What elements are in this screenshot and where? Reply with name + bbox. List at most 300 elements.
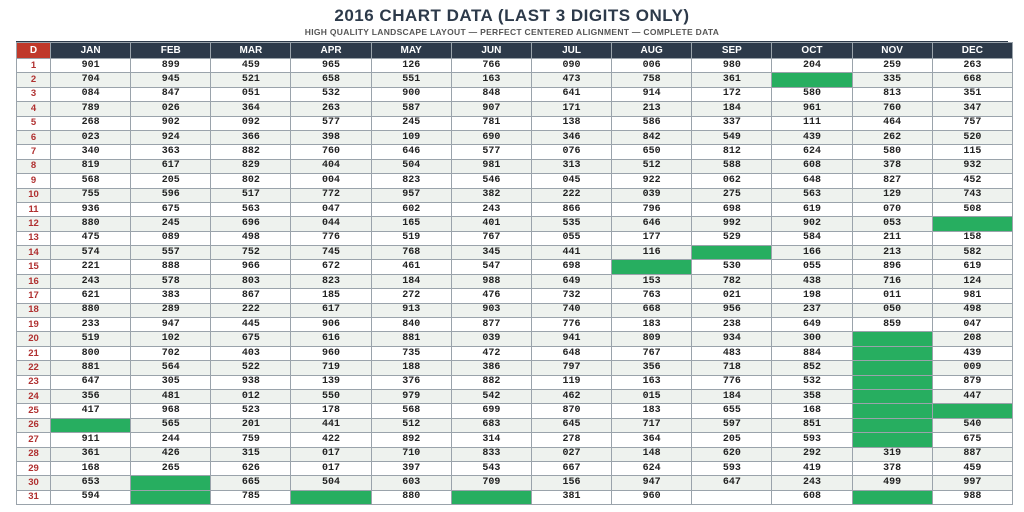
- value-cell: 213: [612, 102, 692, 116]
- value-cell: 543: [451, 461, 531, 475]
- value-cell: 658: [291, 73, 371, 87]
- month-header-nov: NOV: [852, 43, 932, 59]
- value-cell: 519: [51, 332, 131, 346]
- day-cell: 14: [17, 246, 51, 260]
- value-cell: 084: [51, 87, 131, 101]
- value-cell: 364: [211, 102, 291, 116]
- value-cell: 881: [51, 361, 131, 375]
- value-cell: 165: [371, 217, 451, 231]
- value-cell: 735: [371, 346, 451, 360]
- value-cell: 650: [612, 145, 692, 159]
- value-cell: 512: [612, 159, 692, 173]
- value-cell: 378: [852, 461, 932, 475]
- value-cell: 702: [131, 346, 211, 360]
- table-row: [17, 361, 1013, 375]
- month-header-feb: FEB: [131, 43, 211, 59]
- value-cell: 988: [451, 274, 531, 288]
- value-cell: 361: [51, 447, 131, 461]
- value-cell: 504: [291, 476, 371, 490]
- value-cell: 292: [772, 447, 852, 461]
- value-cell: 109: [371, 130, 451, 144]
- value-cell: 621: [51, 289, 131, 303]
- value-cell: 361: [692, 73, 772, 87]
- value-cell: 763: [612, 289, 692, 303]
- month-header-apr: APR: [291, 43, 371, 59]
- value-cell: 358: [772, 389, 852, 403]
- value-cell: 743: [932, 188, 1012, 202]
- table-row: [17, 145, 1013, 159]
- table-row: [17, 318, 1013, 332]
- value-cell: 732: [531, 289, 611, 303]
- value-cell: 116: [612, 246, 692, 260]
- day-column-header: D: [17, 43, 51, 59]
- value-cell: 184: [692, 102, 772, 116]
- value-cell: 584: [772, 231, 852, 245]
- value-cell: 960: [612, 490, 692, 504]
- value-cell: 776: [291, 231, 371, 245]
- value-cell: 345: [451, 246, 531, 260]
- value-cell: 767: [612, 346, 692, 360]
- value-cell: 275: [692, 188, 772, 202]
- value-cell: 472: [451, 346, 531, 360]
- value-cell: 263: [291, 102, 371, 116]
- value-cell: 907: [451, 102, 531, 116]
- value-cell: 520: [932, 130, 1012, 144]
- value-cell: 683: [451, 418, 531, 432]
- table-row: [17, 116, 1013, 130]
- day-cell: 1: [17, 59, 51, 73]
- table-row: [17, 332, 1013, 346]
- value-cell: 337: [692, 116, 772, 130]
- value-cell: 580: [852, 145, 932, 159]
- value-cell: 438: [772, 274, 852, 288]
- value-cell: 439: [772, 130, 852, 144]
- value-cell: 126: [371, 59, 451, 73]
- value-cell: 776: [531, 318, 611, 332]
- day-cell: 21: [17, 346, 51, 360]
- value-cell: 852: [772, 361, 852, 375]
- value-cell: 624: [612, 461, 692, 475]
- value-cell: 672: [291, 260, 371, 274]
- table-row: [17, 447, 1013, 461]
- value-cell: 772: [291, 188, 371, 202]
- value-cell: 766: [451, 59, 531, 73]
- value-cell: 966: [211, 260, 291, 274]
- value-cell: 138: [531, 116, 611, 130]
- value-cell: 675: [211, 332, 291, 346]
- month-header-mar: MAR: [211, 43, 291, 59]
- value-cell: 521: [211, 73, 291, 87]
- value-cell: 675: [932, 433, 1012, 447]
- value-cell: 168: [772, 404, 852, 418]
- value-cell: 211: [852, 231, 932, 245]
- value-cell: 597: [692, 418, 772, 432]
- value-cell: 044: [291, 217, 371, 231]
- day-cell: 25: [17, 404, 51, 418]
- value-cell: 050: [852, 303, 932, 317]
- value-cell: 947: [612, 476, 692, 490]
- value-cell: 483: [692, 346, 772, 360]
- value-cell: 092: [211, 116, 291, 130]
- value-cell: 062: [692, 174, 772, 188]
- value-cell: 840: [371, 318, 451, 332]
- value-cell: 139: [291, 375, 371, 389]
- day-cell: 26: [17, 418, 51, 432]
- day-cell: 4: [17, 102, 51, 116]
- chart-header: [0, 6, 1024, 43]
- value-cell: 163: [612, 375, 692, 389]
- value-cell: 755: [51, 188, 131, 202]
- table-row: [17, 303, 1013, 317]
- value-cell: 851: [772, 418, 852, 432]
- value-cell: 222: [531, 188, 611, 202]
- highlighted-cell: [932, 217, 1012, 231]
- value-cell: 522: [211, 361, 291, 375]
- value-cell: 397: [371, 461, 451, 475]
- value-cell: 902: [772, 217, 852, 231]
- value-cell: 833: [451, 447, 531, 461]
- value-cell: 745: [291, 246, 371, 260]
- value-cell: 356: [51, 389, 131, 403]
- value-cell: 936: [51, 202, 131, 216]
- value-cell: 006: [612, 59, 692, 73]
- value-cell: 577: [291, 116, 371, 130]
- value-cell: 356: [612, 361, 692, 375]
- value-cell: 183: [612, 318, 692, 332]
- highlighted-cell: [852, 375, 932, 389]
- value-cell: 577: [451, 145, 531, 159]
- value-cell: 551: [371, 73, 451, 87]
- value-cell: 346: [531, 130, 611, 144]
- day-cell: 23: [17, 375, 51, 389]
- value-cell: 988: [932, 490, 1012, 504]
- day-cell: 31: [17, 490, 51, 504]
- value-cell: 563: [772, 188, 852, 202]
- value-cell: 847: [131, 87, 211, 101]
- value-cell: 523: [211, 404, 291, 418]
- value-cell: 459: [932, 461, 1012, 475]
- value-cell: 378: [852, 159, 932, 173]
- value-cell: 961: [772, 102, 852, 116]
- value-cell: 184: [371, 274, 451, 288]
- value-cell: 565: [131, 418, 211, 432]
- value-cell: 870: [531, 404, 611, 418]
- value-cell: 884: [772, 346, 852, 360]
- day-cell: 6: [17, 130, 51, 144]
- value-cell: 238: [692, 318, 772, 332]
- day-cell: 20: [17, 332, 51, 346]
- value-cell: 201: [211, 418, 291, 432]
- day-cell: 3: [17, 87, 51, 101]
- day-cell: 22: [17, 361, 51, 375]
- value-cell: 690: [451, 130, 531, 144]
- table-row: [17, 231, 1013, 245]
- value-cell: 156: [531, 476, 611, 490]
- value-cell: 649: [772, 318, 852, 332]
- value-cell: 698: [531, 260, 611, 274]
- value-cell: 647: [692, 476, 772, 490]
- value-cell: 593: [692, 461, 772, 475]
- value-cell: 461: [371, 260, 451, 274]
- value-cell: 243: [51, 274, 131, 288]
- value-cell: 781: [451, 116, 531, 130]
- value-cell: 366: [211, 130, 291, 144]
- value-cell: 233: [51, 318, 131, 332]
- page-subtitle: HIGH QUALITY LANDSCAPE LAYOUT — PERFECT CENTERED ALIGNMENT — COMPLETE DATA: [304, 27, 720, 37]
- value-cell: 163: [451, 73, 531, 87]
- value-cell: 616: [291, 332, 371, 346]
- value-cell: 124: [932, 274, 1012, 288]
- value-cell: 704: [51, 73, 131, 87]
- value-cell: 055: [531, 231, 611, 245]
- value-cell: 588: [692, 159, 772, 173]
- value-cell: 011: [852, 289, 932, 303]
- value-cell: 004: [291, 174, 371, 188]
- value-cell: 208: [932, 332, 1012, 346]
- table-row: [17, 289, 1013, 303]
- value-cell: 619: [932, 260, 1012, 274]
- value-cell: 198: [772, 289, 852, 303]
- value-cell: 481: [131, 389, 211, 403]
- value-cell: 757: [932, 116, 1012, 130]
- value-cell: 717: [612, 418, 692, 432]
- value-cell: 796: [612, 202, 692, 216]
- value-cell: 867: [211, 289, 291, 303]
- day-cell: 13: [17, 231, 51, 245]
- value-cell: 981: [932, 289, 1012, 303]
- value-cell: 530: [692, 260, 772, 274]
- value-cell: 880: [51, 303, 131, 317]
- value-cell: 171: [531, 102, 611, 116]
- value-cell: 768: [371, 246, 451, 260]
- value-cell: 568: [371, 404, 451, 418]
- value-cell: 383: [131, 289, 211, 303]
- value-cell: 880: [371, 490, 451, 504]
- value-cell: 386: [451, 361, 531, 375]
- value-cell: 178: [291, 404, 371, 418]
- value-cell: 045: [531, 174, 611, 188]
- value-cell: 347: [932, 102, 1012, 116]
- value-cell: 900: [371, 87, 451, 101]
- value-cell: 710: [371, 447, 451, 461]
- value-cell: 582: [932, 246, 1012, 260]
- value-cell: 646: [612, 217, 692, 231]
- value-cell: 819: [51, 159, 131, 173]
- value-cell: 237: [772, 303, 852, 317]
- value-cell: 812: [692, 145, 772, 159]
- value-cell: 740: [531, 303, 611, 317]
- highlighted-cell: [852, 346, 932, 360]
- value-cell: 568: [51, 174, 131, 188]
- value-cell: 563: [211, 202, 291, 216]
- month-header-dec: DEC: [932, 43, 1012, 59]
- value-cell: 017: [291, 447, 371, 461]
- value-cell: 023: [51, 130, 131, 144]
- value-cell: 168: [51, 461, 131, 475]
- value-cell: 047: [291, 202, 371, 216]
- table-header-row: [17, 43, 1013, 59]
- value-cell: 204: [772, 59, 852, 73]
- value-cell: 335: [852, 73, 932, 87]
- value-cell: 803: [211, 274, 291, 288]
- day-cell: 19: [17, 318, 51, 332]
- value-cell: 549: [692, 130, 772, 144]
- day-cell: 5: [17, 116, 51, 130]
- value-cell: 580: [772, 87, 852, 101]
- value-cell: 809: [612, 332, 692, 346]
- value-cell: 759: [211, 433, 291, 447]
- value-cell: 646: [371, 145, 451, 159]
- value-cell: 364: [612, 433, 692, 447]
- value-cell: 696: [211, 217, 291, 231]
- highlighted-cell: [612, 260, 692, 274]
- value-cell: 076: [531, 145, 611, 159]
- highlighted-cell: [852, 490, 932, 504]
- value-cell: 351: [932, 87, 1012, 101]
- value-cell: 979: [371, 389, 451, 403]
- value-cell: 183: [612, 404, 692, 418]
- value-cell: 829: [211, 159, 291, 173]
- value-cell: 441: [531, 246, 611, 260]
- value-cell: 716: [852, 274, 932, 288]
- table-row: [17, 159, 1013, 173]
- month-header-may: MAY: [371, 43, 451, 59]
- value-cell: 021: [692, 289, 772, 303]
- month-header-oct: OCT: [772, 43, 852, 59]
- day-cell: 10: [17, 188, 51, 202]
- page-title: 2016 CHART DATA (LAST 3 DIGITS ONLY): [334, 6, 690, 25]
- value-cell: 648: [531, 346, 611, 360]
- value-cell: 602: [371, 202, 451, 216]
- value-cell: 968: [131, 404, 211, 418]
- day-cell: 11: [17, 202, 51, 216]
- month-header-jun: JUN: [451, 43, 531, 59]
- highlighted-cell: [852, 418, 932, 432]
- day-cell: 27: [17, 433, 51, 447]
- value-cell: 813: [852, 87, 932, 101]
- table-row: [17, 461, 1013, 475]
- value-cell: 289: [131, 303, 211, 317]
- value-cell: 789: [51, 102, 131, 116]
- table-row: [17, 102, 1013, 116]
- value-cell: 313: [531, 159, 611, 173]
- day-cell: 8: [17, 159, 51, 173]
- value-cell: 624: [772, 145, 852, 159]
- value-cell: 655: [692, 404, 772, 418]
- table-row: [17, 490, 1013, 504]
- highlighted-cell: [852, 433, 932, 447]
- value-cell: 426: [131, 447, 211, 461]
- value-cell: 887: [932, 447, 1012, 461]
- value-cell: 800: [51, 346, 131, 360]
- value-cell: 519: [371, 231, 451, 245]
- value-cell: 980: [692, 59, 772, 73]
- value-cell: 268: [51, 116, 131, 130]
- table-row: [17, 433, 1013, 447]
- table-row: [17, 87, 1013, 101]
- value-cell: 205: [131, 174, 211, 188]
- day-cell: 18: [17, 303, 51, 317]
- value-cell: 911: [51, 433, 131, 447]
- day-cell: 29: [17, 461, 51, 475]
- value-cell: 243: [772, 476, 852, 490]
- value-cell: 027: [531, 447, 611, 461]
- value-cell: 594: [51, 490, 131, 504]
- value-cell: 188: [371, 361, 451, 375]
- value-cell: 546: [451, 174, 531, 188]
- value-cell: 760: [852, 102, 932, 116]
- value-cell: 603: [371, 476, 451, 490]
- value-cell: 540: [932, 418, 1012, 432]
- value-cell: 259: [852, 59, 932, 73]
- month-header-jul: JUL: [531, 43, 611, 59]
- table-row: [17, 389, 1013, 403]
- value-cell: 243: [451, 202, 531, 216]
- day-cell: 7: [17, 145, 51, 159]
- value-cell: 938: [211, 375, 291, 389]
- highlighted-cell: [51, 418, 131, 432]
- value-cell: 039: [451, 332, 531, 346]
- value-cell: 760: [291, 145, 371, 159]
- value-cell: 376: [371, 375, 451, 389]
- table-row: [17, 130, 1013, 144]
- value-cell: 459: [211, 59, 291, 73]
- highlighted-cell: [692, 246, 772, 260]
- value-cell: 542: [451, 389, 531, 403]
- value-cell: 899: [131, 59, 211, 73]
- month-header-jan: JAN: [51, 43, 131, 59]
- value-cell: 422: [291, 433, 371, 447]
- value-cell: 009: [932, 361, 1012, 375]
- value-cell: 153: [612, 274, 692, 288]
- highlighted-cell: [852, 332, 932, 346]
- value-cell: 992: [692, 217, 772, 231]
- value-cell: 319: [852, 447, 932, 461]
- value-cell: 947: [131, 318, 211, 332]
- table-row: [17, 246, 1013, 260]
- value-cell: 718: [692, 361, 772, 375]
- highlighted-cell: [852, 389, 932, 403]
- value-cell: 512: [371, 418, 451, 432]
- value-cell: 498: [932, 303, 1012, 317]
- value-cell: 272: [371, 289, 451, 303]
- table-row: [17, 274, 1013, 288]
- table-body: [17, 59, 1013, 505]
- value-cell: 012: [211, 389, 291, 403]
- value-cell: 111: [772, 116, 852, 130]
- highlighted-cell: [852, 361, 932, 375]
- value-cell: 797: [531, 361, 611, 375]
- value-cell: 645: [531, 418, 611, 432]
- day-cell: 30: [17, 476, 51, 490]
- value-cell: 626: [211, 461, 291, 475]
- value-cell: 475: [51, 231, 131, 245]
- table-row: [17, 476, 1013, 490]
- highlighted-cell: [932, 404, 1012, 418]
- value-cell: 205: [692, 433, 772, 447]
- table-row: [17, 418, 1013, 432]
- value-cell: 965: [291, 59, 371, 73]
- value-cell: 262: [852, 130, 932, 144]
- table-row: [17, 59, 1013, 73]
- value-cell: 464: [852, 116, 932, 130]
- value-cell: 532: [772, 375, 852, 389]
- value-cell: 441: [291, 418, 371, 432]
- table-row: [17, 260, 1013, 274]
- value-cell: 617: [131, 159, 211, 173]
- value-cell: 709: [451, 476, 531, 490]
- value-cell: 300: [772, 332, 852, 346]
